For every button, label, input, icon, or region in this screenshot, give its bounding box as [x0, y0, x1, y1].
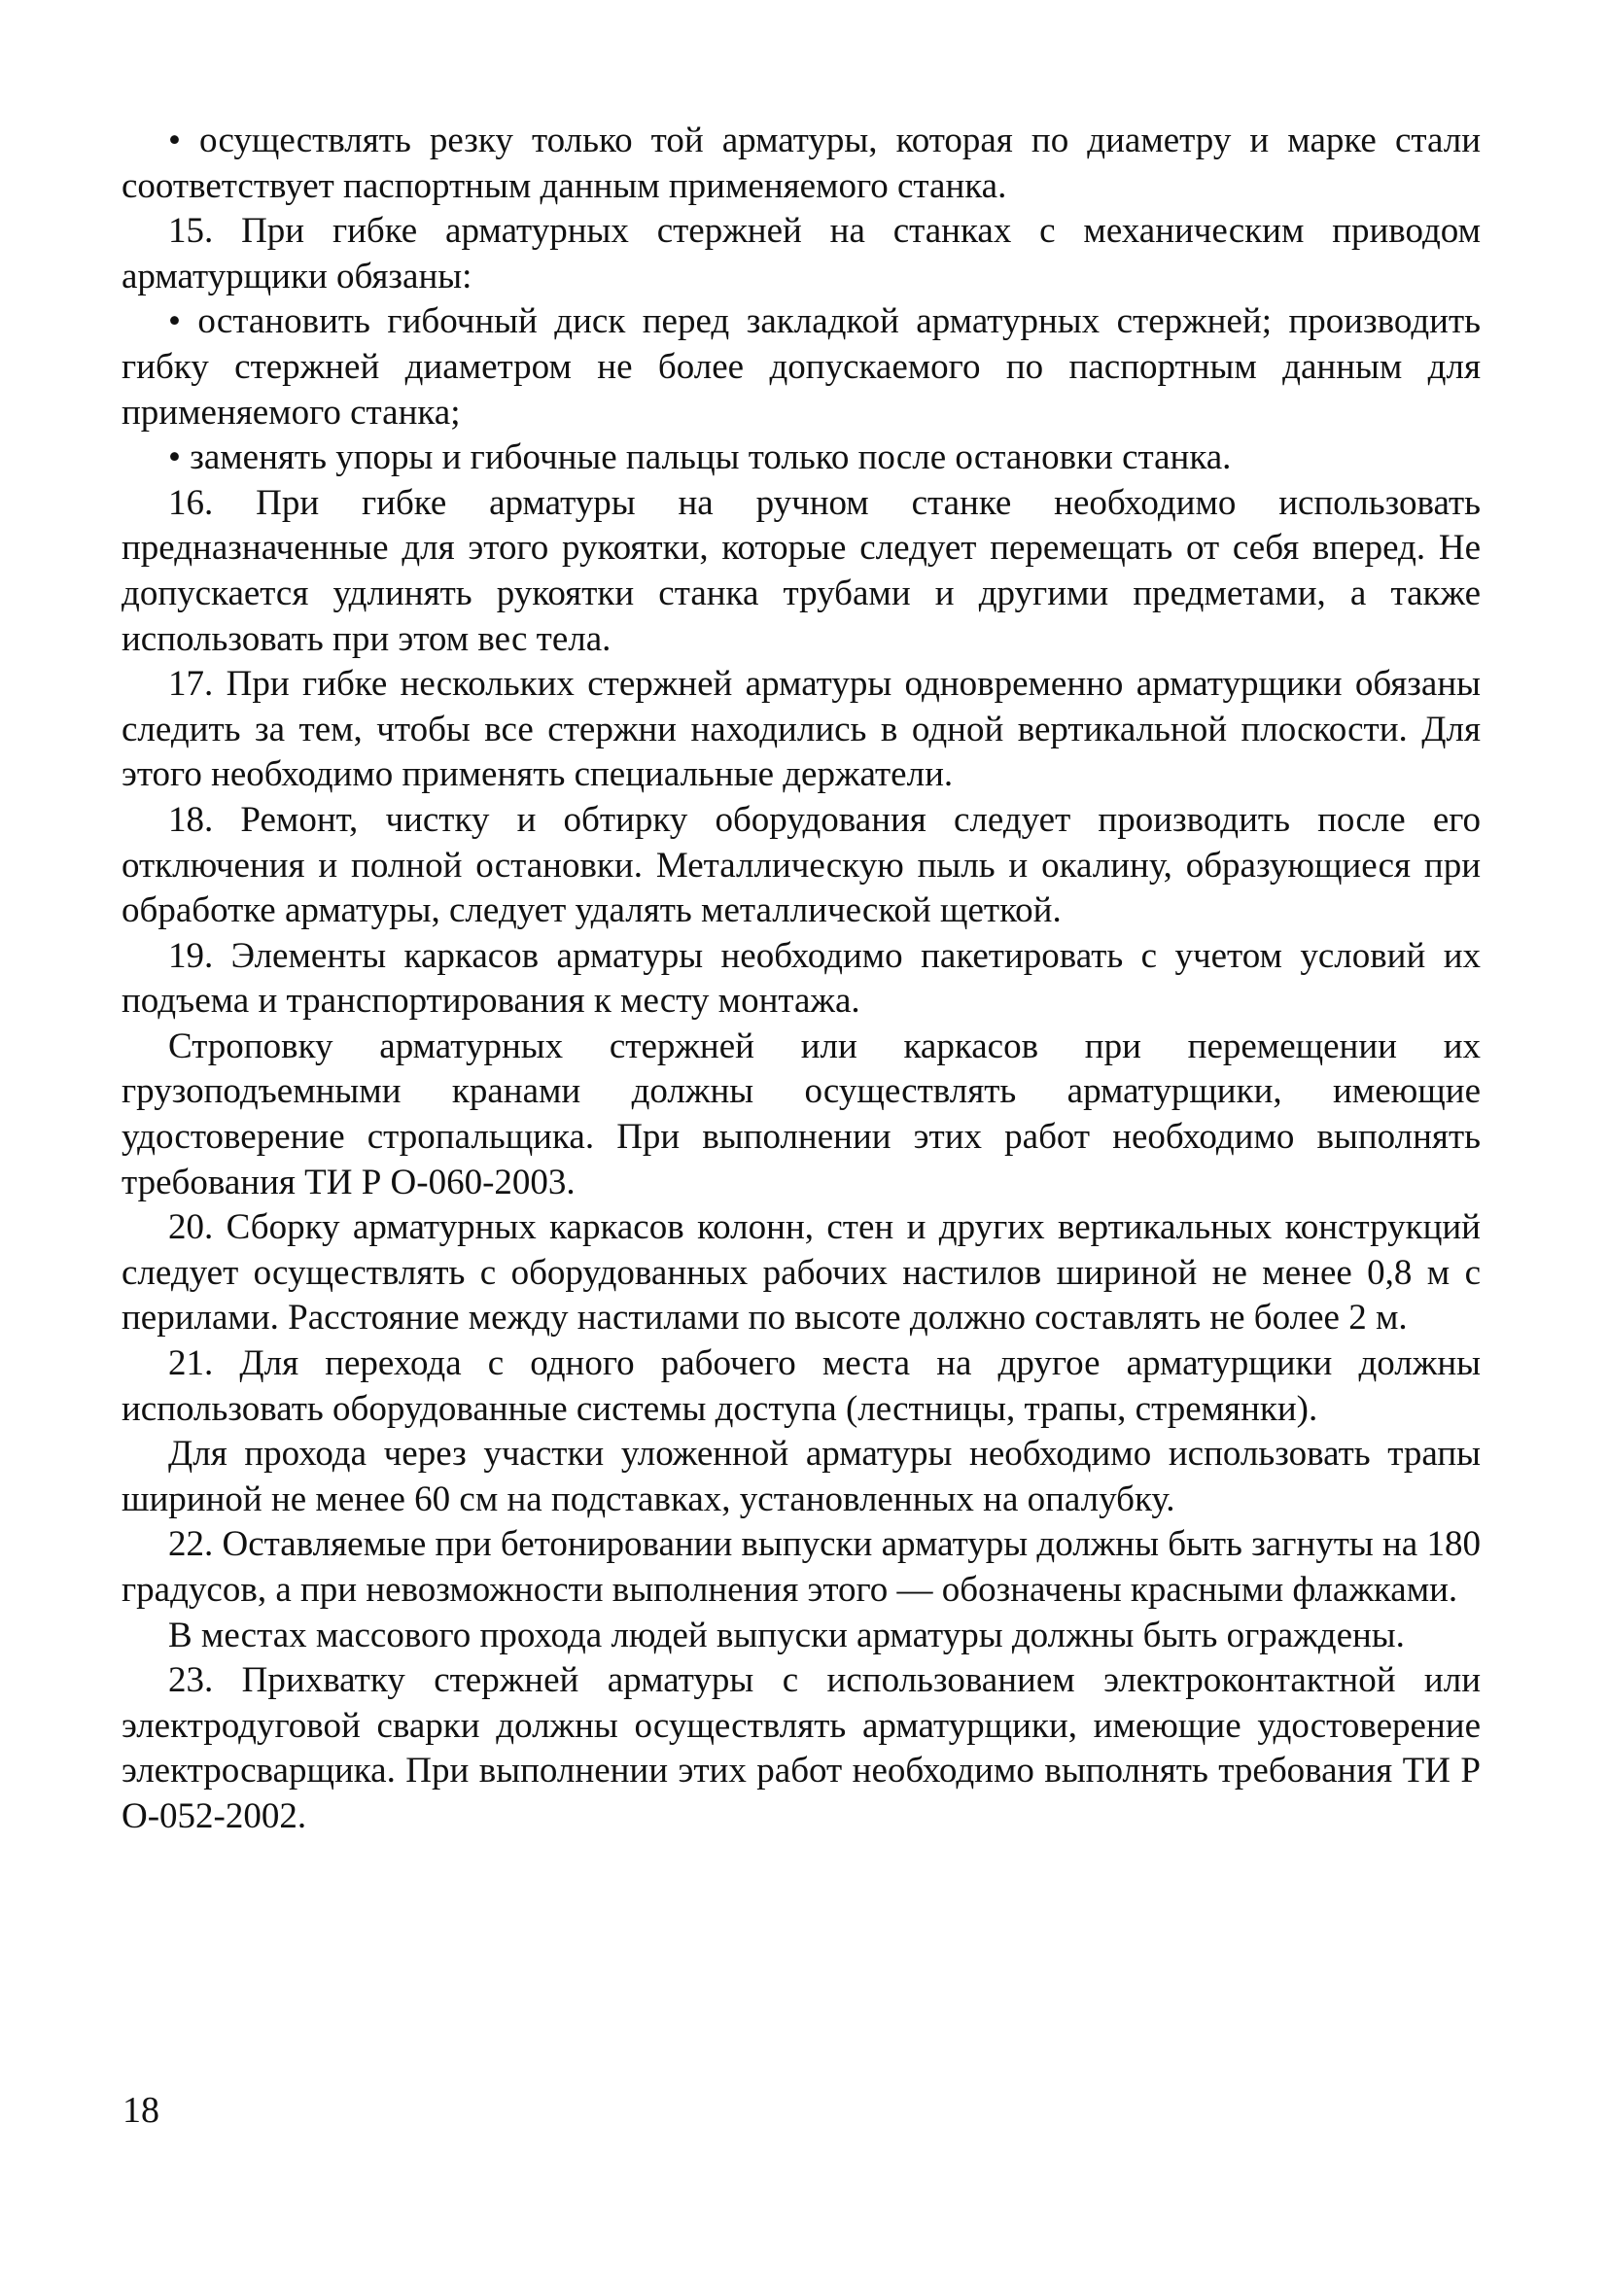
- paragraph-22-fencing: В местах массового прохода людей выпуски арматуры должны быть ограждены.: [168, 1615, 1405, 1655]
- paragraph-20: 20. Сборку арматурных каркасов колонн, стен и других вертикальных конструкций следует осуществлять с оборудованных рабочих настилов шириной не менее 0,8 м с перилами. Расстояние между настилами по высоте должно составлять не более 2 м.: [122, 1207, 1481, 1339]
- paragraph-17: 17. При гибке нескольких стержней арматуры одновременно арматурщики обязаны следить за тем, чтобы все стержни находились в одной вертикальной плоскости. Для этого необходимо применять специальные держатели.: [122, 664, 1481, 795]
- paragraph-15-bullet-1: • остановить гибочный диск перед закладкой арматурных стержней; производить гибку стержней диаметром не более допускаемого по паспортным данным для применяемого станка;: [122, 301, 1481, 433]
- paragraph-19: 19. Элементы каркасов арматуры необходимо пакетировать с учетом условий их подъема и транспортирования к месту монтажа.: [122, 935, 1481, 1022]
- paragraph-16: 16. При гибке арматуры на ручном станке необходимо использовать предназначенные для этого рукоятки, которые следует перемещать от себя вперед. Не допускается удлинять рукоятки станка трубами и другими предметами, а также использовать при этом вес тела.: [122, 482, 1481, 659]
- paragraph-23: 23. Прихватку стержней арматуры с использованием электроконтактной или электродуговой сварки должны осуществлять арматурщики, имеющие удостоверение электросварщика. При выполнении этих работ необходимо выполнять требования ТИ Р О-052-2002.: [122, 1660, 1481, 1836]
- paragraph-19-slinging: Строповку арматурных стержней или каркасов при перемещении их грузоподъемными кранами должны осуществлять арматурщики, имеющие удостоверение стропальщика. При выполнении этих работ необходимо выполнять требования ТИ Р О-060-2003.: [122, 1026, 1481, 1202]
- paragraph-18: 18. Ремонт, чистку и обтирку оборудования следует производить после его отключения и полной остановки. Металлическую пыль и окалину, образующиеся при обработке арматуры, следует удалять металлической щеткой.: [122, 799, 1481, 931]
- page-number: 18: [122, 2090, 159, 2131]
- paragraph-21-passage: Для прохода через участки уложенной арматуры необходимо использовать трапы шириной не менее 60 см на подставках, установленных на опалубку.: [122, 1434, 1481, 1519]
- body-text: [122, 119, 1481, 1840]
- paragraph-21: 21. Для перехода с одного рабочего места на другое арматурщики должны использовать оборудованные системы доступа (лестницы, трапы, стремянки).: [122, 1343, 1481, 1429]
- paragraph-22: 22. Оставляемые при бетонировании выпуски арматуры должны быть загнуты на 180 градусов, а при невозможности выполнения этого — обозначены красными флажками.: [122, 1524, 1481, 1610]
- paragraph-15: 15. При гибке арматурных стержней на станках с механическим приводом арматурщики обязаны:: [122, 211, 1481, 296]
- paragraph-cutting-bullet: • осуществлять резку только той арматуры, которая по диаметру и марке стали соответствует паспортным данным применяемого станка.: [122, 121, 1481, 206]
- paragraph-15-bullet-2: • заменять упоры и гибочные пальцы только после остановки станка.: [168, 437, 1232, 478]
